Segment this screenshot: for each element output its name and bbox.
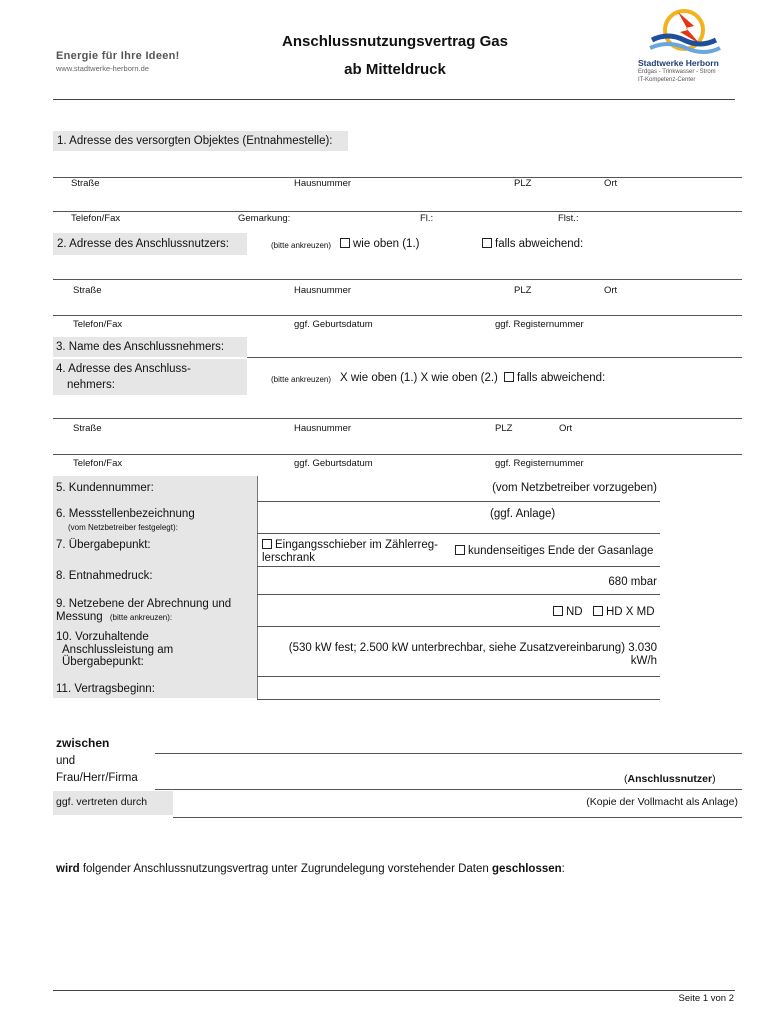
page-number: Seite 1 von 2 [678, 993, 734, 1004]
s1-housenumber: Hausnummer [294, 178, 352, 189]
stadtwerke-logo [634, 6, 734, 94]
footer-rule [53, 990, 735, 991]
parties-represented: ggf. vertreten durch [56, 796, 148, 808]
page-title: Anschlussnutzungsvertrag Gas [282, 33, 508, 50]
s2-zip: PLZ [514, 285, 532, 296]
table-rule-10 [257, 676, 660, 677]
section1-heading: 1. Adresse des versorgten Objektes (Entnahmestelle): [57, 135, 333, 147]
s1-gemarkung: Gemarkung: [238, 213, 291, 224]
header-rule [53, 99, 735, 100]
checkbox-icon[interactable] [553, 606, 563, 616]
r7-label: 7. Übergabepunkt: [56, 539, 151, 551]
table-rule-5 [257, 501, 660, 502]
s4-options: X wie oben (1.) X wie oben (2.) [340, 372, 498, 384]
parties-role-name: Anschlussnutzer [627, 773, 713, 785]
r9-hint: (bitte ankreuzen): [109, 613, 173, 622]
r9-option-nd[interactable] [553, 606, 583, 618]
s2-hint: (bitte ankreuzen) [271, 241, 332, 250]
section1-rule-mid [53, 211, 742, 212]
s4-zip: PLZ [495, 423, 513, 434]
r10-label-line3: Übergabepunkt: [62, 656, 144, 668]
s4-phone: Telefon/Fax [73, 458, 123, 469]
s4-registry: ggf. Registernummer [495, 458, 584, 469]
s2-phone: Telefon/Fax [73, 319, 123, 330]
parties-and: und [56, 755, 76, 767]
section3-heading: 3. Name des Anschlussnehmers: [56, 341, 225, 353]
table-rule-8 [257, 594, 660, 595]
closing-text: folgender Anschlussnutzungsvertrag unter Zugrundelegung vorstehender Daten [79, 863, 492, 875]
parties-role-close: ) [712, 773, 716, 785]
r9-label-line1: 9. Netzebene der Abrechnung und [56, 598, 232, 610]
r10-label-line1: 10. Vorzuhaltende [56, 631, 149, 643]
section2-heading: 2. Adresse des Anschlussnutzers: [57, 238, 229, 250]
checkbox-icon[interactable] [262, 539, 272, 549]
r9-label-line2 [56, 611, 172, 623]
r5-label: 5. Kundennummer: [56, 482, 154, 494]
s1-phone: Telefon/Fax [71, 213, 121, 224]
r5-value: (vom Netzbetreiber vorzugeben) [492, 482, 657, 494]
s1-flur: Fl.: [420, 213, 434, 224]
r10-label-line2: Anschlussleistung am [62, 644, 174, 656]
parties-rule-1 [155, 753, 742, 754]
section4-heading-line1: 4. Adresse des Anschluss- [56, 363, 191, 375]
r8-value: 680 mbar [608, 576, 657, 588]
s2-housenumber: Hausnummer [294, 285, 352, 296]
s4-birthdate: ggf. Geburtsdatum [294, 458, 373, 469]
s4-hint: (bitte ankreuzen) [271, 375, 332, 384]
s2-option-different[interactable] [482, 238, 583, 250]
s4-housenumber: Hausnummer [294, 423, 352, 434]
r10-value-line2: kW/h [630, 655, 657, 667]
section2-rule-mid [53, 315, 742, 316]
logo-line3: IT-Kompetenz-Center [638, 77, 696, 83]
r7-option-valve-label: Eingangsschieber im Zählerreg- [275, 539, 438, 551]
logo-line2: Erdgas - Trinkwasser - Strom [638, 69, 716, 75]
slogan: Energie für Ihre Ideen! [56, 50, 180, 62]
s1-street: Straße [71, 178, 100, 189]
s4-option-different-label: falls abweichend: [517, 372, 606, 384]
table-divider [257, 476, 258, 700]
parties-person: Frau/Herr/Firma [56, 772, 138, 784]
website: www.stadtwerke-herborn.de [56, 64, 149, 73]
r11-label: 11. Vertragsbeginn: [56, 683, 155, 695]
s1-city: Ort [604, 178, 618, 189]
r7-option-customer[interactable] [455, 545, 653, 557]
r9-option-hd-label: HD X MD [606, 606, 655, 618]
r6-label: 6. Messstellenbezeichnung [56, 508, 195, 520]
r9-label-measure: Messung [56, 611, 103, 623]
checkbox-icon[interactable] [593, 606, 603, 616]
table-rule-6 [257, 533, 660, 534]
r6-value: (ggf. Anlage) [490, 508, 556, 520]
table-rule-7 [257, 566, 660, 567]
s2-option-different-label: falls abweichend: [495, 238, 584, 250]
parties-between: zwischen [56, 736, 110, 750]
s4-street: Straße [73, 423, 102, 434]
parties-role-open: ( [624, 773, 628, 785]
r7-option-customer-label: kundenseitiges Ende der Gasanlage [468, 545, 654, 557]
s2-registry: ggf. Registernummer [495, 319, 584, 330]
r7-option-valve-line2: lerschrank [262, 552, 316, 564]
s4-city: Ort [559, 423, 573, 434]
section2-rule-top [53, 279, 742, 280]
section3-rule [247, 357, 742, 358]
s2-city: Ort [604, 285, 618, 296]
s2-birthdate: ggf. Geburtsdatum [294, 319, 373, 330]
parties-rule-3 [173, 817, 742, 818]
closing-bold-1: wird [56, 863, 80, 875]
r9-option-nd-label: ND [566, 606, 583, 618]
r8-label: 8. Entnahmedruck: [56, 570, 153, 582]
page-subtitle: ab Mitteldruck [344, 61, 446, 78]
closing-bold-2: geschlossen [492, 863, 562, 875]
parties-rule-2 [155, 789, 742, 790]
table-rule-9 [257, 626, 660, 627]
r10-value-line1: (530 kW fest; 2.500 kW unterbrechbar, siehe Zusatzvereinbarung) 3.030 [288, 642, 657, 654]
header [0, 0, 770, 100]
checkbox-icon[interactable] [340, 238, 350, 248]
table-rule-11 [257, 699, 660, 700]
closing-end: : [561, 863, 565, 875]
section4-heading-line2: nehmers: [67, 379, 115, 391]
s2-street: Straße [73, 285, 102, 296]
r9-option-hd[interactable] [593, 606, 655, 618]
checkbox-icon[interactable] [482, 238, 492, 248]
parties-role [624, 773, 716, 785]
s2-option-same-label: wie oben (1.) [353, 238, 420, 250]
s4-option-different[interactable] [504, 372, 605, 384]
section1-rule-top [53, 177, 742, 178]
s1-zip: PLZ [514, 178, 532, 189]
logo-name: Stadtwerke Herborn [638, 58, 719, 68]
s2-option-same[interactable] [340, 238, 419, 250]
s1-flurstueck: Flst.: [558, 213, 579, 224]
section4-rule-top [53, 418, 742, 419]
checkbox-icon[interactable] [455, 545, 465, 555]
closing-sentence [56, 863, 565, 875]
section4-rule-mid [53, 454, 742, 455]
parties-copy-note: (Kopie der Vollmacht als Anlage) [586, 796, 738, 808]
checkbox-icon[interactable] [504, 372, 514, 382]
r7-option-valve[interactable] [262, 539, 438, 551]
logo-emblem-icon [634, 6, 734, 58]
r6-sublabel: (vom Netzbetreiber festgelegt): [68, 523, 178, 532]
